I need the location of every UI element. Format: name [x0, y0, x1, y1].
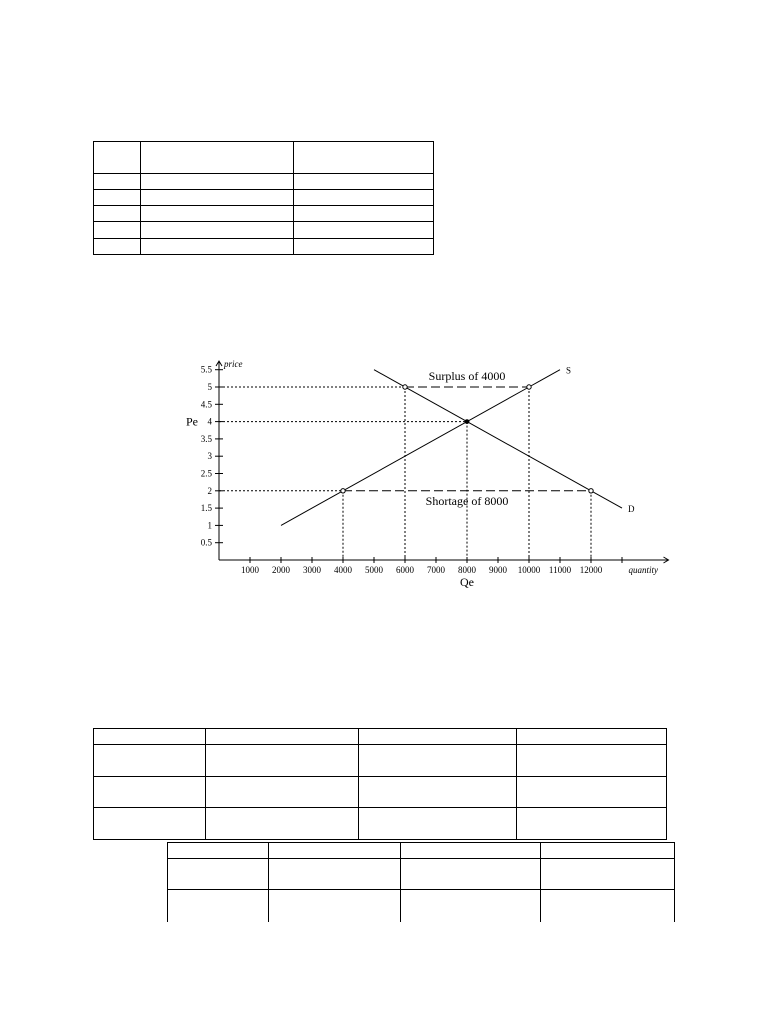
table-cell — [269, 889, 401, 922]
y-axis-title: price — [224, 359, 243, 370]
table-cell — [206, 776, 359, 808]
table-cell — [517, 745, 667, 777]
equilibrium-point — [465, 419, 470, 424]
guide-lines — [219, 387, 591, 560]
table-cell — [168, 859, 269, 890]
table-cell — [168, 843, 269, 859]
table-cell — [517, 808, 667, 840]
table-cell — [401, 889, 541, 922]
table-cell — [517, 776, 667, 808]
x-tick-label: 9000 — [489, 565, 507, 575]
y-tick-label: 3 — [207, 451, 212, 462]
open-point — [403, 385, 407, 389]
table-cell — [359, 808, 517, 840]
table-body — [168, 843, 675, 923]
table-cell — [141, 142, 294, 174]
table-row — [94, 238, 434, 254]
x-tick-label: 4000 — [334, 565, 352, 575]
x-tick-label: 3000 — [303, 565, 321, 575]
axes — [215, 361, 669, 563]
table-cell — [541, 859, 675, 890]
table-cell — [206, 745, 359, 777]
table-cell — [541, 889, 675, 922]
empty-table-middle — [93, 728, 667, 840]
table-cell — [94, 745, 206, 777]
table-cell — [94, 776, 206, 808]
table-cell — [94, 238, 141, 254]
empty-table-bottom — [167, 842, 675, 922]
y-tick-label: 1.5 — [200, 503, 212, 514]
shortage-label: Shortage of 8000 — [425, 493, 509, 508]
table-row — [94, 729, 667, 745]
table-cell — [269, 859, 401, 890]
y-tick-label: 4.5 — [200, 399, 212, 410]
table-cell — [94, 808, 206, 840]
table-cell — [94, 189, 141, 205]
table-cell — [94, 729, 206, 745]
table-cell — [359, 729, 517, 745]
table-body — [94, 142, 434, 255]
x-tick-label: 7000 — [427, 565, 445, 575]
table-cell — [517, 729, 667, 745]
table-cell — [294, 238, 434, 254]
table-row — [168, 859, 675, 890]
x-tick-label: 1000 — [241, 565, 259, 575]
y-tick-label: 4 — [207, 416, 212, 427]
equilibrium-quantity-label: Qe — [460, 575, 474, 589]
table-body — [94, 729, 667, 840]
y-tick-label: 5 — [207, 382, 212, 392]
x-axis-title: quantity — [628, 565, 658, 575]
table-cell — [94, 173, 141, 189]
table-cell — [359, 776, 517, 808]
series-label-d: D — [628, 504, 635, 515]
table-cell — [141, 238, 294, 254]
open-point — [341, 489, 345, 493]
x-tick-label: 8000 — [458, 565, 476, 575]
table-cell — [294, 142, 434, 174]
table-cell — [94, 222, 141, 238]
table-cell — [168, 889, 269, 922]
surplus-label: Surplus of 4000 — [428, 369, 506, 383]
table-cell — [94, 142, 141, 174]
y-tick-label: 2.5 — [200, 468, 212, 479]
chart-labels — [186, 359, 658, 589]
table-row — [168, 889, 675, 922]
table-row — [94, 745, 667, 777]
table-row — [94, 808, 667, 840]
y-tick-label: 2 — [207, 485, 212, 496]
x-tick-label: 6000 — [396, 565, 414, 575]
empty-table-top — [93, 141, 434, 255]
series-line-d — [374, 370, 622, 508]
table-cell — [206, 729, 359, 745]
equilibrium-price-label: Pe — [186, 414, 198, 429]
y-tick-label: 3.5 — [200, 433, 212, 444]
x-tick-label: 2000 — [272, 565, 290, 575]
series-line-s — [281, 370, 560, 526]
table-cell — [269, 843, 401, 859]
table-cell — [206, 808, 359, 840]
y-tick-label: 0.5 — [200, 537, 212, 548]
table-row — [94, 189, 434, 205]
series-label-s: S — [566, 365, 572, 376]
table-row — [94, 776, 667, 808]
table-cell — [294, 206, 434, 222]
table-cell — [401, 859, 541, 890]
table-cell — [294, 173, 434, 189]
supply-demand-chart — [150, 345, 690, 600]
x-tick-label: 5000 — [365, 565, 383, 575]
table-row — [94, 206, 434, 222]
table-row — [94, 142, 434, 174]
table-row — [94, 222, 434, 238]
table-cell — [141, 173, 294, 189]
x-tick-label: 11000 — [548, 565, 572, 575]
y-tick-label: 1 — [207, 520, 212, 531]
table-row — [168, 843, 675, 859]
table-row — [94, 173, 434, 189]
table-cell — [401, 843, 541, 859]
table-cell — [359, 745, 517, 777]
x-tick-label: 10000 — [517, 565, 541, 575]
table-cell — [94, 206, 141, 222]
table-cell — [541, 843, 675, 859]
open-point — [527, 385, 531, 389]
x-tick-label: 12000 — [579, 565, 603, 575]
table-cell — [294, 189, 434, 205]
table-cell — [141, 189, 294, 205]
y-tick-label: 5.5 — [200, 364, 212, 375]
table-cell — [294, 222, 434, 238]
table-cell — [141, 206, 294, 222]
open-point — [589, 489, 593, 493]
table-cell — [141, 222, 294, 238]
